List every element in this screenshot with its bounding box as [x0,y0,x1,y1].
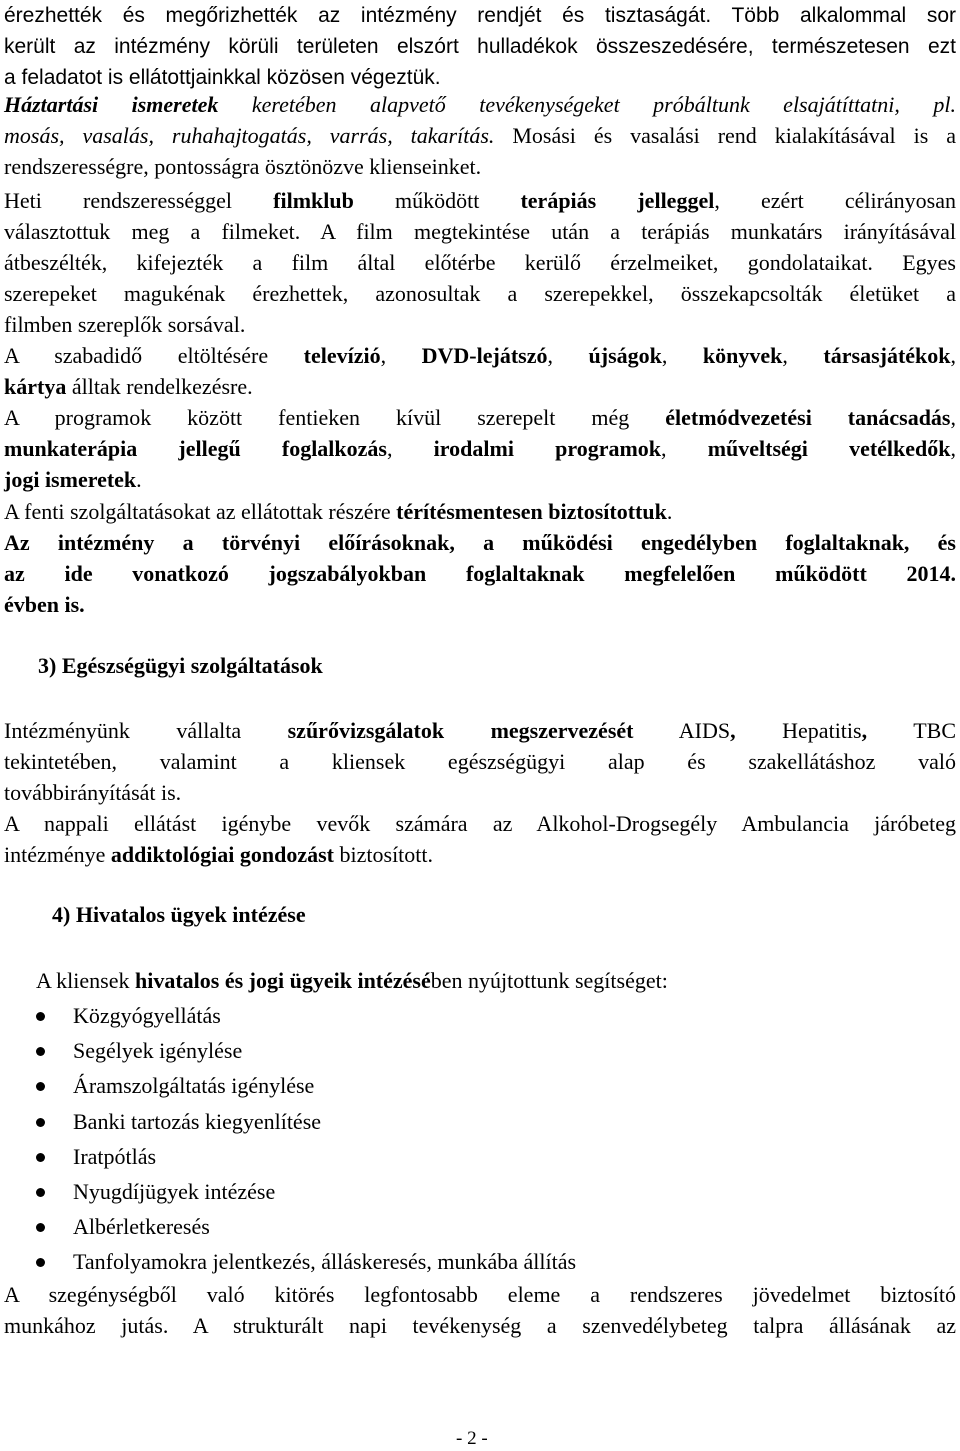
separator: , [730,718,736,743]
leisure-text: A szabadidő eltöltésére [4,343,304,368]
text-line: az ide vonatkozó jogszabályokban foglaltaknak megfelelően működött 2014. [4,561,956,586]
text-line [4,120,956,151]
text-line: továbbirányítását is. [4,780,182,805]
section-3-keyword: szűrővizsgálatok megszervezését [287,718,634,743]
separator: , [661,436,708,461]
free-services-keyword: térítésmentesen biztosítottuk [396,499,667,524]
programs-keyword: munkaterápia jellegű foglalkozás [4,436,387,461]
list-item [36,1246,936,1281]
separator: , [950,405,956,430]
household-paragraph [4,89,956,182]
closing-paragraph [4,1279,956,1341]
filmclub-text: A film megtekintése után a terápiás munkatárs irányításával [300,219,956,244]
programs-keyword: műveltségi vetélkedők [707,436,951,461]
programs-keyword: jogi ismeretek [4,467,137,492]
separator: , [380,343,422,368]
text-line [4,89,956,120]
text-line: A szegénységből való kitörés legfontosabb eleme a rendszeres jövedelmet biztosító [4,1282,956,1307]
bullet-icon [36,1118,45,1127]
list-item [36,1070,936,1105]
bullet-icon [36,1082,45,1091]
section-4-text: A kliensek [36,968,135,993]
separator: , [782,343,824,368]
list-item-label: Közgyógyellátás [73,1003,221,1028]
separator: , [950,436,957,461]
free-services-text: . [666,499,673,524]
filmclub-text: választottuk meg a filmeket. [4,219,301,244]
text-line [4,715,956,746]
bullet-icon [36,1047,45,1056]
text-line: érezhették és megőrizhették az intézmény rendjét és tisztaságát. Több alkalommal sor [4,4,956,27]
programs-keyword: életmódvezetési tanácsadás [665,405,951,430]
programs-paragraph [4,402,956,495]
list-item-label: Tanfolyamokra jelentkezés, álláskeresés, munkába állítás [73,1249,577,1275]
text-line [4,185,956,216]
text-line: Az intézmény a törvényi előírásoknak, a működési engedélyben foglaltaknak, és [4,530,956,555]
official-matters-list [36,1000,936,1282]
filmclub-keyword: terápiás jelleggel [520,188,715,213]
text-line [4,402,956,433]
section-3-text: Hepatitis [735,718,862,743]
leisure-keyword: társasjátékok [823,343,951,368]
compliance-paragraph [4,527,956,620]
page-number: - 2 - [456,1428,488,1449]
text-line: A nappali ellátást igénybe vevők számára az Alkohol-Drogsegély Ambulancia járóbeteg [4,811,956,836]
list-item [36,1106,936,1141]
section-3-text: TBC [867,718,957,743]
leisure-keyword: DVD-lejátszó [421,343,548,368]
separator: , [387,436,434,461]
section-3-text: biztosított. [334,842,434,867]
filmclub-text: Heti rendszerességgel [4,188,274,213]
list-item-label: Nyugdíjügyek intézése [73,1178,276,1204]
list-item-label: Iratpótlás [73,1143,157,1169]
list-item [36,1176,936,1211]
household-text: Mosási és vasalási rend kialakításával is a [494,123,956,148]
section-4-text: ben nyújtottunk segítséget: [430,968,668,993]
separator: , [861,718,868,743]
text-line [4,839,956,870]
section-4-keyword: hivatalos és jogi ügyeik intézésé [135,968,431,993]
bullet-icon [36,1188,45,1197]
leisure-keyword: könyvek [702,343,783,368]
separator: , [950,343,957,368]
programs-keyword: irodalmi programok [433,436,662,461]
section-3-text: intézménye [4,842,111,867]
section-4-heading: 4) Hivatalos ügyek intézése [52,902,306,927]
text-line [4,464,956,495]
filmclub-text: működött [353,188,521,213]
list-item-label: Segélyek igénylése [73,1038,243,1064]
section-3-text: AIDS [633,718,731,743]
household-text: mosás, vasalás, ruhahajtogatás, varrás, takarítás. [4,123,495,148]
section-3-keyword: addiktológiai gondozást [110,842,335,867]
list-item [36,1211,936,1246]
text-line [4,216,956,247]
separator: , [547,343,589,368]
leisure-keyword: kártya [4,374,67,399]
text-line: munkához jutás. A strukturált napi tevékenység a szenvedélybeteg talpra állásának az [4,1313,956,1338]
list-item [36,1141,936,1176]
list-item-label: Áramszolgáltatás igénylése [73,1073,315,1099]
text-line: rendszerességre, pontosságra ösztönözve klienseinket. [4,154,482,179]
separator: . [136,467,142,492]
text-line [4,371,956,402]
filmclub-paragraph [4,185,956,340]
bullet-icon [36,1153,45,1162]
programs-text: A programok között fentieken kívül szerepelt még [4,405,666,430]
section-3-paragraph [4,715,956,870]
section-3-text: Intézményünk vállalta [4,718,288,743]
intro-paragraph [4,0,956,93]
free-services-text: A fenti szolgáltatásokat az ellátottak részére [4,499,397,524]
household-keyword: Háztartási ismeretek [4,92,219,117]
bullet-icon [36,1258,45,1267]
text-line: átbeszélték, kifejezték a film által előtérbe kerülő érzelmeiket, gondolataikat. Egyes [4,250,956,275]
list-item-label: Banki tartozás kiegyenlítése [73,1108,322,1134]
section-4-intro [36,965,936,996]
filmclub-text: , ezért célirányosan [714,188,956,213]
text-line [4,433,956,464]
leisure-text: álltak rendelkezésre. [66,374,253,399]
text-line: került az intézmény körüli területen elszórt hulladékok összeszedésére, természetesen ezt [4,35,956,58]
list-item [36,1035,936,1070]
bullet-icon [36,1223,45,1232]
text-line [36,965,936,996]
household-text: keretében alapvető tevékenységeket próbáltunk elsajátíttatni, pl. [218,92,956,117]
free-services-paragraph [4,496,956,527]
text-line [4,340,956,371]
bullet-icon [36,1012,45,1021]
leisure-keyword: újságok [588,343,662,368]
list-item-label: Albérletkeresés [73,1214,210,1240]
text-line: filmben szereplők sorsával. [4,312,246,337]
leisure-paragraph [4,340,956,402]
text-line [4,496,956,527]
separator: , [661,343,703,368]
text-line: tekintetében, valamint a kliensek egészségügyi alap és szakellátáshoz való [4,749,956,774]
text-line: a feladatot is ellátottjainkkal közösen végeztük. [4,66,441,89]
text-line: szerepeket magukénak érezhettek, azonosultak a szerepekkel, összekapcsolták életüket a [4,281,956,306]
text-line: évben is. [4,592,85,617]
list-item [36,1000,936,1035]
section-3-heading: 3) Egészségügyi szolgáltatások [38,653,323,678]
filmclub-keyword: filmklub [273,188,354,213]
leisure-keyword: televízió [303,343,381,368]
